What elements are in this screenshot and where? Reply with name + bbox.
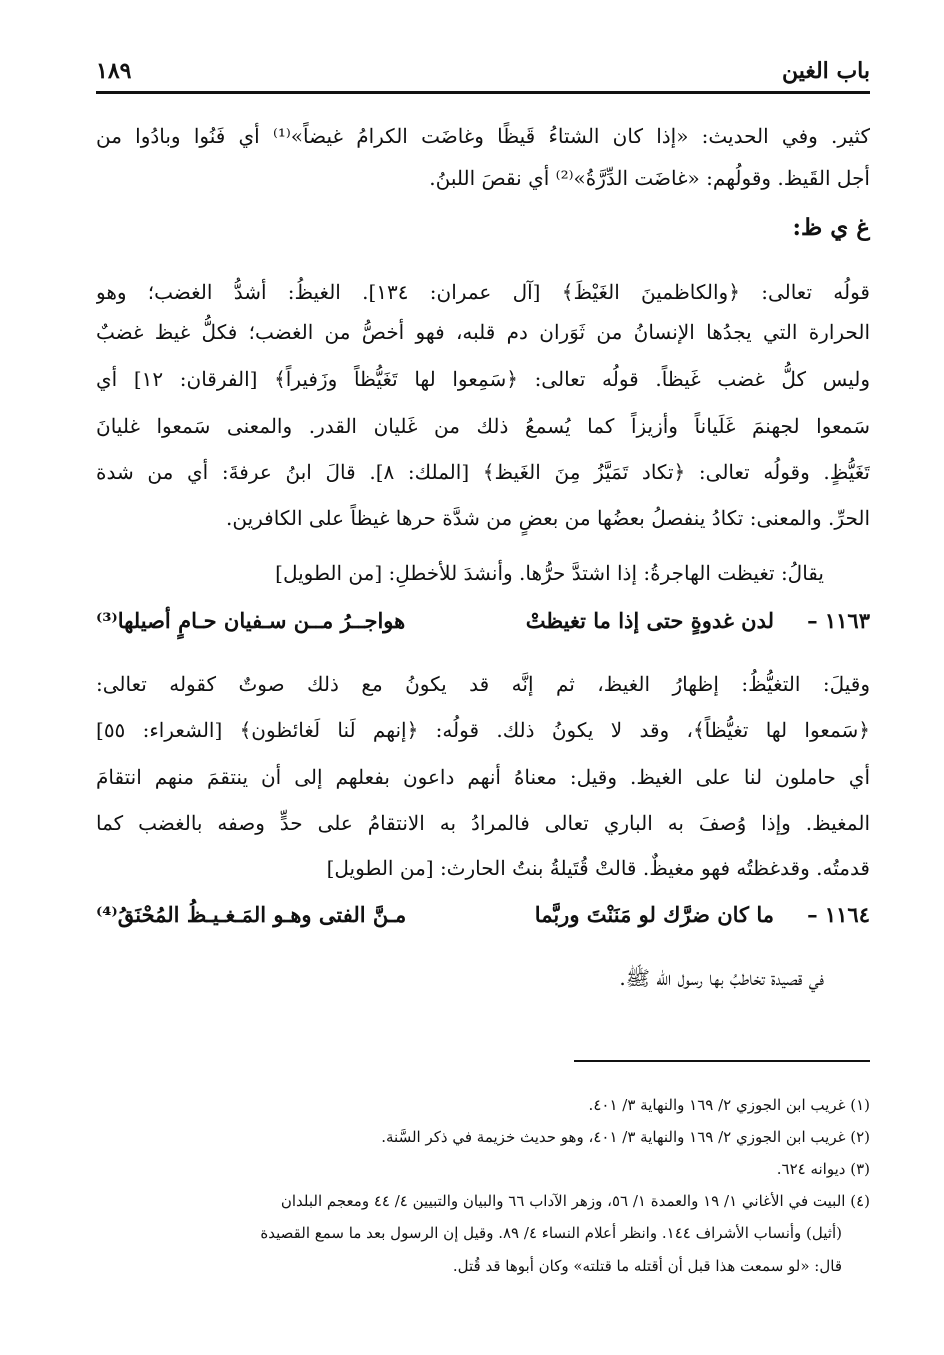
text-line: الحرارة التي يجدُها الإنسانُ من ثَوَران دم قلبه، فهو أخصُّ من الغضب؛ فكلُّ غيظ غضبٌ — [96, 320, 870, 344]
footnote-continuation: (أثيل) وأنساب الأشراف ١٤٤. وانظر أعلام النساء ٤/ ٨٩. وقيل إن الرسول بعد ما سمع القصيدة — [260, 1224, 842, 1242]
chapter-title: باب الغين — [781, 58, 870, 84]
header-rule — [96, 91, 870, 94]
footnote-continuation: قال: «لو سمعت هذا قبل أن أقتله ما قتلته» وكان أبوها قد قُتل. — [452, 1257, 842, 1275]
text-line: تَغَيُّظٍ. وقولُه تعالى: ﴿تكاد تَمَيَّزُ مِنَ الغَيظ﴾ [الملك: ٨]. قالَ ابنُ عرفةَ: أي من شدة — [96, 460, 870, 484]
text-line: قدمتُه. وقدغظتُه فهو مغيظٌ. قالتْ قُتَيلةُ بنتُ الحارث: [من الطويل] — [326, 856, 870, 880]
text-line: كثير. وفي الحديث: «إذا كان الشتاءُ قَيظًا وغاضَت الكرامُ غيضاً»⁽¹⁾ أي فَنُوا وبادُوا من — [96, 124, 870, 148]
verse-first-hemistich: لدن غدوةٍ حتى إذا ما تغيظتْ — [525, 608, 774, 633]
page-number: ١٨٩ — [96, 58, 132, 84]
footnote: (٣) ديوانه ٦٢٤. — [776, 1160, 870, 1178]
text-line: وليس كلُّ غضب غَيظاً. قولُه تعالى: ﴿سَمِعوا لها تَغَيُّظاً وزَفيراً﴾ [الفرقان: ١٢] أي — [96, 367, 870, 391]
text-line: أجل القَيظ. وقولُهم: «غاضَت الدِّرَّةُ»⁽²⁾ أي نقصَ اللبنُ. — [429, 166, 870, 190]
footnote: (١) غريب ابن الجوزي ٢/ ١٦٩ والنهاية ٣/ ٤٠١. — [588, 1096, 870, 1114]
text-line: وقيلَ: التغيُّظُ: إظهارُ الغيظ، ثم إنَّه قد يكونُ مع ذلك صوتٌ كقوله تعالى: — [96, 672, 870, 696]
text-line: في قصيدة تخاطبُ بها رسول الله ﷺ. — [619, 966, 824, 990]
text-line: الحرِّ. والمعنى: تكادُ ينفصلُ بعضُها من بعضٍ من شدَّة حرها غيظاً على الكافرين. — [225, 506, 870, 530]
footnote-rule — [574, 1060, 870, 1062]
text-line: ﴿سَمعوا لها تغيُّظاً﴾، وقد لا يكونُ ذلك. قولُه: ﴿إنهم لَنا لَغائظون﴾ [الشعراء: ٥٥] — [96, 718, 870, 742]
text-line: سَمعوا لجهنمَ غَلَياناً وأزيزاً كما يُسمعُ ذلك من غَليان القدر. والمعنى سَمعوا غليانَ — [96, 414, 870, 438]
text-line: المغيظ. وإذا وُصفَ به الباري تعالى فالمرادُ به الانتقامُ على حدٍّ وصفه بالغضب كما — [96, 811, 870, 835]
verse-second-hemistich: مـنَّ الفتى وهـو المَـغـيـظُ المُحْنَقُ⁽⁴⁾ — [96, 902, 407, 927]
root-heading: غ ي ظ: — [792, 214, 870, 241]
text-line: قولُه تعالى: ﴿والكاظمينَ الغَيْظَ﴾ [آل عمران: ١٣٤]. الغيظُ: أشدُّ الغضب؛ وهو — [96, 280, 870, 304]
page-header — [96, 56, 870, 90]
verse-first-hemistich: ما كان ضرَّك لو مَنَنْتَ وربَّما — [534, 902, 774, 927]
text-line: يقالُ: تغيظت الهاجرةُ: إذا اشتدَّ حرُّها. وأنشدَ للأخطلِ: [من الطويل] — [275, 561, 824, 585]
verse-number: ١١٦٤ – — [807, 902, 870, 927]
footnote: (٤) البيت في الأغاني ١/ ١٩ والعمدة ١/ ٥٦، وزهر الآداب ٦٦ والبيان والتبيين ٤/ ٤٤ ومعجم البلدان — [280, 1192, 870, 1210]
footnote: (٢) غريب ابن الجوزي ٢/ ١٦٩ والنهاية ٣/ ٤٠١، وهو حديث خزيمة في ذكر السَّنة. — [381, 1128, 870, 1146]
text-line: أي حاملون لنا على الغيظ. وقيل: معناهُ أنهم داعون بفعلهم إلى أن ينتقمَ منهم انتقامَ — [96, 765, 870, 789]
verse-number: ١١٦٣ – — [807, 608, 870, 633]
verse-second-hemistich: هواجــرُ مــن سـفيان حـامٍ أصيلها⁽³⁾ — [96, 608, 406, 633]
